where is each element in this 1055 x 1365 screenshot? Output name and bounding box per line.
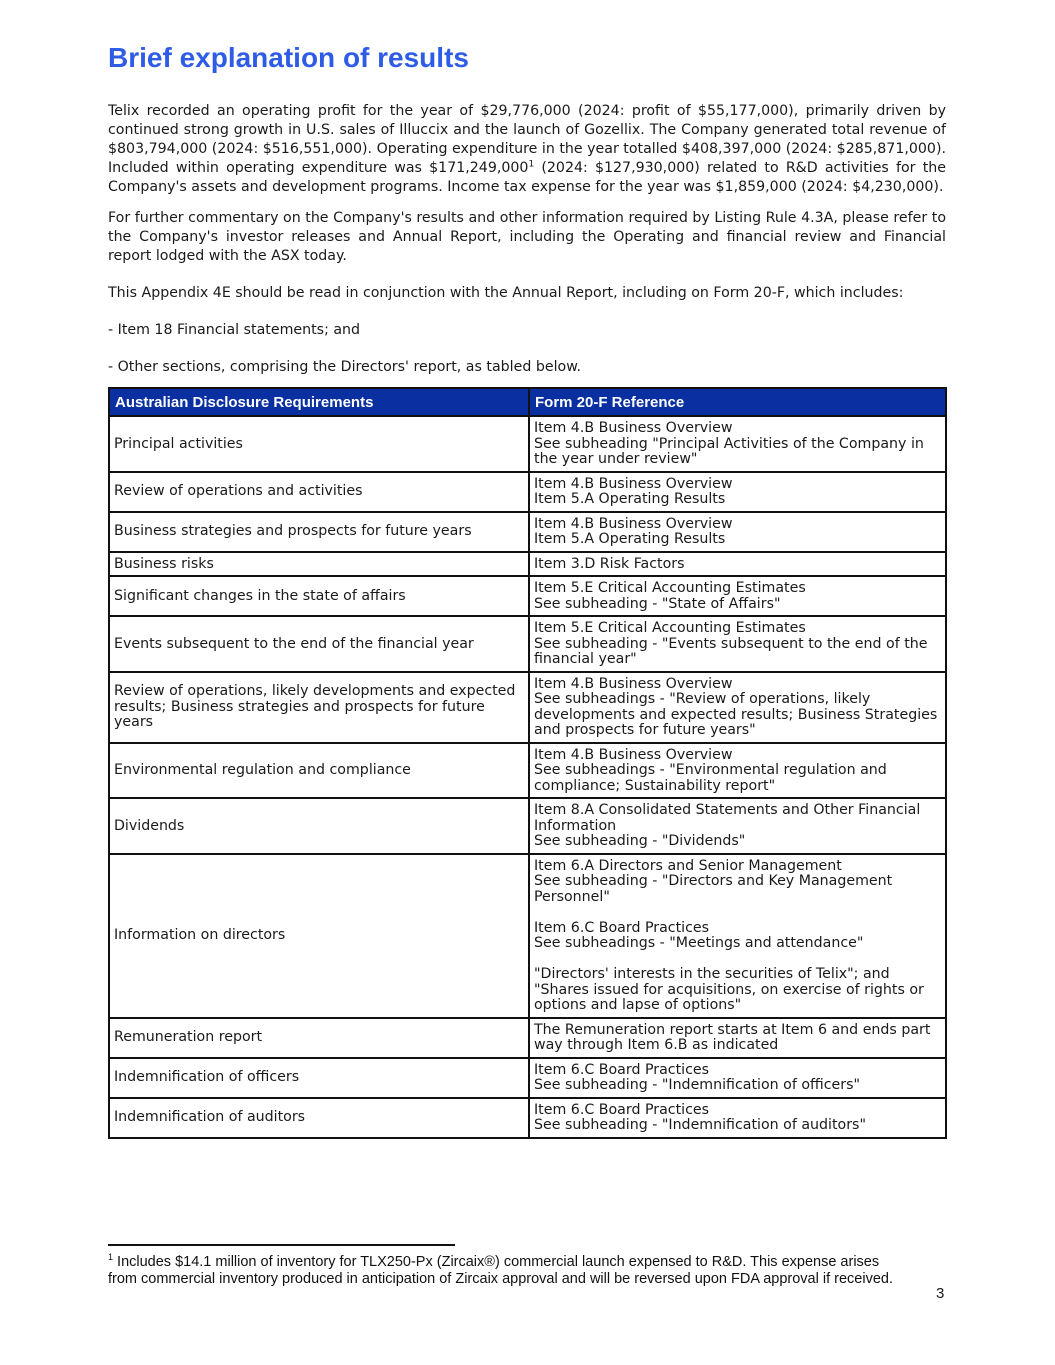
table-row	[109, 672, 946, 743]
reference-cell: The Remuneration report starts at Item 6 and ends part way through Item 6.B as indicated	[529, 1018, 946, 1058]
reference-cell: Item 6.C Board Practices See subheading - "Indemnification of officers"	[529, 1058, 946, 1098]
commentary-paragraph: For further commentary on the Company's results and other information required by Listing Rule 4.3A, please refer to the Company's investor releases and Annual Report, including the Operating and financial review and Financial report lodged with the ASX today.	[108, 210, 946, 264]
reference-cell: Item 3.D Risk Factors	[529, 552, 946, 577]
footnote-reference[interactable]: 1	[528, 159, 535, 170]
reference-cell: Item 4.B Business Overview See subheadings - "Review of operations, likely developments and expected results; Business Strategies and prospects for future years"	[529, 672, 946, 743]
table-row	[109, 1018, 946, 1058]
column-header-reference: Form 20-F Reference	[529, 388, 946, 416]
requirement-cell: Information on directors	[109, 854, 529, 1018]
requirement-cell: Business risks	[109, 552, 529, 577]
footnote-divider	[108, 1244, 455, 1246]
page-number: 3	[936, 1285, 945, 1302]
requirement-cell: Principal activities	[109, 416, 529, 472]
footnote-marker: 1	[108, 1252, 114, 1263]
reference-cell: Item 6.A Directors and Senior Management See subheading - "Directors and Key Management Personnel" Item 6.C Board Practices See subheadings - "Meetings and attendance" "Directors' interests in the securities of Telix"; and "Shares issued for acquisitions, on exercise of rights or options and lapse of options"	[529, 854, 946, 1018]
requirement-cell: Significant changes in the state of affairs	[109, 576, 529, 616]
footnote-text: Includes $14.1 million of inventory for TLX250-Px (Zircaix®) commercial launch expensed to R&D. This expense arises from commercial inventory produced in anticipation of Zircaix approval and will be reversed upon FDA approval if received.	[108, 1254, 893, 1287]
requirement-cell: Dividends	[109, 798, 529, 854]
requirement-cell: Review of operations, likely developments and expected results; Business strategies and prospects for future years	[109, 672, 529, 743]
list-item-other-sections: - Other sections, comprising the Directors' report, as tabled below.	[108, 359, 582, 375]
requirement-cell: Environmental regulation and compliance	[109, 743, 529, 799]
table-row	[109, 472, 946, 512]
table-row	[109, 854, 946, 1018]
reference-cell: Item 5.E Critical Accounting Estimates See subheading - "State of Affairs"	[529, 576, 946, 616]
results-paragraph	[108, 102, 946, 197]
results-text-continued: (2024: $127,930,000) related to R&D activities for the Company's assets and development programs. Income tax expense for the year was $1,859,000 (2024: $4,230,000).	[108, 160, 946, 195]
reference-cell: Item 4.B Business Overview Item 5.A Operating Results	[529, 472, 946, 512]
reference-cell: Item 4.B Business Overview See subheading "Principal Activities of the Company in the year under review"	[529, 416, 946, 472]
table-row	[109, 1058, 946, 1098]
table-body	[109, 416, 946, 1138]
document-page	[108, 38, 946, 1139]
requirement-cell: Indemnification of officers	[109, 1058, 529, 1098]
requirement-cell: Indemnification of auditors	[109, 1098, 529, 1138]
requirement-cell: Business strategies and prospects for future years	[109, 512, 529, 552]
requirement-cell: Remuneration report	[109, 1018, 529, 1058]
table-row	[109, 798, 946, 854]
table-header-row	[109, 388, 946, 416]
list-item-financial-statements: - Item 18 Financial statements; and	[108, 322, 361, 338]
table-row	[109, 1098, 946, 1138]
table-row	[109, 743, 946, 799]
reference-cell: Item 4.B Business Overview Item 5.A Operating Results	[529, 512, 946, 552]
footnote	[108, 1254, 908, 1288]
table-row	[109, 576, 946, 616]
appendix-paragraph: This Appendix 4E should be read in conjunction with the Annual Report, including on Form 20-F, which includes:	[108, 285, 904, 301]
reference-cell: Item 6.C Board Practices See subheading - "Indemnification of auditors"	[529, 1098, 946, 1138]
table-row	[109, 416, 946, 472]
results-text: Telix recorded an operating profit for the year of $29,776,000 (2024: profit of $55,177,000), primarily driven by continued strong growth in U.S. sales of Illuccix and the launch of Gozellix. The Company generated total revenue of $803,794,000 (2024: $516,551,000). Operating expenditure in the year totalled $408,397,000 (2024: $285,871,000). Included within operating expenditure was $171,249,000	[108, 103, 946, 176]
requirement-cell: Review of operations and activities	[109, 472, 529, 512]
disclosure-table	[108, 387, 947, 1139]
table-row	[109, 512, 946, 552]
reference-cell: Item 8.A Consolidated Statements and Other Financial Information See subheading - "Dividends"	[529, 798, 946, 854]
reference-cell: Item 4.B Business Overview See subheadings - "Environmental regulation and compliance; Sustainability report"	[529, 743, 946, 799]
column-header-requirements: Australian Disclosure Requirements	[109, 388, 529, 416]
requirement-cell: Events subsequent to the end of the financial year	[109, 616, 529, 672]
section-heading: Brief explanation of results	[108, 42, 469, 73]
table-row	[109, 552, 946, 577]
table-row	[109, 616, 946, 672]
reference-cell: Item 5.E Critical Accounting Estimates See subheading - "Events subsequent to the end of the financial year"	[529, 616, 946, 672]
